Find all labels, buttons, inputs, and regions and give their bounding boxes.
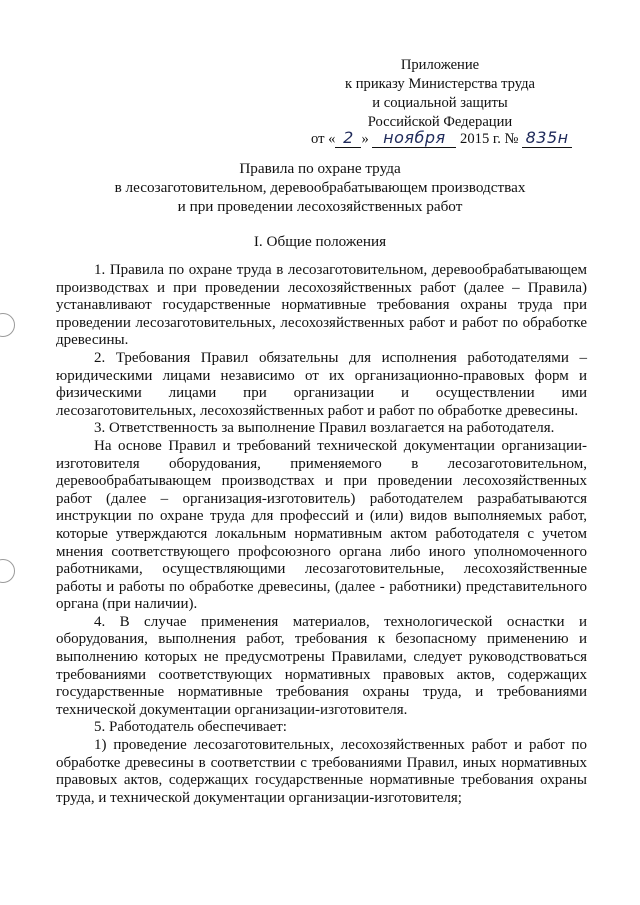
title-line: Правила по охране труда [239,160,401,177]
paragraph: 2. Требования Правил обязательны для исполнения работодателями – юридическими лицами независимо от их организационно-правовых форм и физическими лицами при организации и осуществлении ими лесозаготовительных, лесохозяйственных работ и работ по обработке древесины. [56,349,587,419]
title-line: в лесозаготовительном, деревообрабатывающем производствах [114,179,526,196]
punch-hole-mark [0,559,15,583]
date-mid: » [361,131,369,147]
paragraph: На основе Правил и требований технической документации организации-изготовителя оборудования, применяемого в лесозаготовительном, деревообрабатывающем производствах и при проведении лесохозяйственных работ (далее – организация-изготовитель) работодателем разрабатываются инструкции по охране труда для профессий и (или) видов выполняемых работ, которые утверждаются локальным нормативным актом работодателя с учетом мнения соответствующего профсоюзного органа либо иного уполномоченного работниками, осуществляющими лесозаготовительные, лесохозяйственные работы и работы по обработке древесины, (далее - работники) представительного органа (при наличии). [56,437,587,613]
annex-line: и социальной защиты [372,95,508,111]
paragraph: 1) проведение лесозаготовительных, лесохозяйственных работ и работ по обработке древесины в соответствии с требованиями Правил, иных нормативных правовых актов, содержащих государственные нормативные требования охраны труда, и технической документации организации-изготовителя; [56,737,587,806]
order-number: 835н [522,128,572,148]
document-body [56,262,587,807]
section-heading: I. Общие положения [253,233,387,250]
annex-line: Приложение [400,57,480,73]
paragraph: 5. Работодатель обеспечивает: [94,719,287,736]
date-year: 2015 г. № [460,131,519,147]
date-prefix: от « [311,131,336,147]
paragraph: 3. Ответственность за выполнение Правил возлагается на работодателя. [94,420,555,437]
document-title [60,159,580,216]
date-day: 2 [335,128,361,148]
annex-line: к приказу Министерства труда [344,76,536,92]
title-line: и при проведении лесохозяйственных работ [177,198,463,215]
paragraph: 4. В случае применения материалов, технологической оснастки и оборудования, выполнения работ, требования к безопасному применению и выполнению которых не предусмотрены Правилами, следует руководствоваться требованиями соответствующих нормативных правовых актов, содержащих государственные нормативные требования охраны труда, и требованиями технической документации организации-изготовителя. [56,613,587,718]
order-date-line [311,128,572,148]
annex-line: Российской Федерации [367,114,513,130]
date-month: ноября [372,128,456,148]
punch-hole-mark [0,313,15,337]
annex-block [310,56,570,132]
paragraph: 1. Правила по охране труда в лесозаготовительном, деревообрабатывающем производствах и при проведении лесохозяйственных работ (далее – Правила) устанавливают государственные нормативные требования охраны труда при проведении лесозаготовительных, лесохозяйственных работ и работ по обработке древесины. [56,262,587,349]
